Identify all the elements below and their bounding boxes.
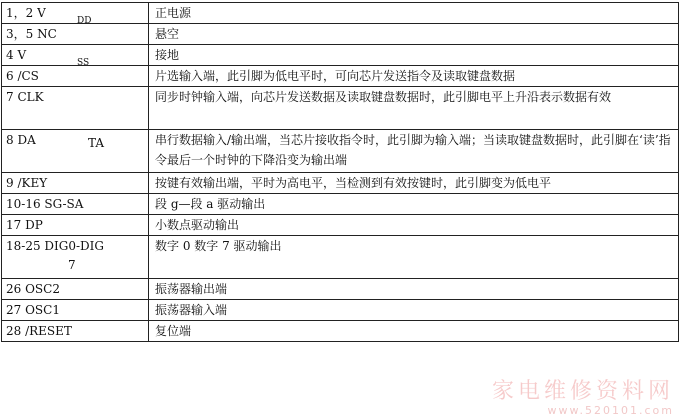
table-row xyxy=(2,3,679,24)
pin-subscript: DD xyxy=(77,16,92,24)
table-row xyxy=(2,87,679,130)
pin-cell xyxy=(2,173,149,194)
pin-cell xyxy=(2,215,149,236)
pin-label: 4 V xyxy=(6,48,27,62)
watermark-title: 家电维修资料网 xyxy=(491,379,674,404)
description-cell: 小数点驱动输出 xyxy=(149,215,679,236)
description-cell: 同步时钟输入端，向芯片发送数据及读取键盘数据时，此引脚电平上升沿表示数据有效 xyxy=(149,87,679,130)
pin-label-suffix: TA xyxy=(88,136,105,150)
watermark-url: www.520101.com xyxy=(547,404,674,417)
table-row xyxy=(2,45,679,66)
description-cell: 振荡器输出端 xyxy=(149,279,679,300)
pin-cell xyxy=(2,194,149,215)
description-cell: 段 g—段 a 驱动输出 xyxy=(149,194,679,215)
pin-label: 28 /RESET xyxy=(6,324,72,338)
pin-label: 3，5 NC xyxy=(6,27,57,41)
table-row xyxy=(2,279,679,300)
pin-cell xyxy=(2,321,149,342)
table-row xyxy=(2,24,679,45)
pin-cell xyxy=(2,24,149,45)
pin-description-table xyxy=(1,2,679,342)
pin-cell xyxy=(2,45,149,66)
pin-cell xyxy=(2,87,149,130)
pin-label: 27 OSC1 xyxy=(6,303,60,317)
pin-cell xyxy=(2,279,149,300)
pin-label: 9 /KEY xyxy=(6,176,48,190)
table-row xyxy=(2,173,679,194)
pin-cell xyxy=(2,300,149,321)
description-cell: 复位端 xyxy=(149,321,679,342)
pin-label: 17 DP xyxy=(6,218,43,232)
pin-label: 26 OSC2 xyxy=(6,282,60,296)
pin-cell xyxy=(2,66,149,87)
table-row xyxy=(2,66,679,87)
pin-label: 6 /CS xyxy=(6,69,39,83)
description-cell: 悬空 xyxy=(149,24,679,45)
description-cell: 按键有效输出端，平时为高电平，当检测到有效按键时，此引脚变为低电平 xyxy=(149,173,679,194)
pin-cell xyxy=(2,236,149,279)
site-watermark xyxy=(492,380,674,417)
pin-label: 7 CLK xyxy=(6,90,44,104)
description-cell: 串行数据输入/输出端，当芯片接收指令时，此引脚为输入端；当读取键盘数据时，此引脚在‘读’指令最后一个时钟的下降沿变为输出端 xyxy=(149,130,679,173)
table-row xyxy=(2,194,679,215)
pin-label-suffix: 7 xyxy=(68,258,76,272)
table-row xyxy=(2,130,679,173)
table-row xyxy=(2,321,679,342)
table-row xyxy=(2,300,679,321)
description-cell: 数字 0 数字 7 驱动输出 xyxy=(149,236,679,279)
description-cell: 正电源 xyxy=(149,3,679,24)
pin-label: 8 DA xyxy=(6,133,36,147)
table-row xyxy=(2,215,679,236)
pin-label: 18-25 DIG0-DIG xyxy=(6,239,104,253)
pin-subscript: SS xyxy=(77,58,90,66)
description-cell: 片选输入端，此引脚为低电平时，可向芯片发送指令及读取键盘数据 xyxy=(149,66,679,87)
table-row xyxy=(2,236,679,279)
pin-label: 10-16 SG-SA xyxy=(6,197,84,211)
pin-cell xyxy=(2,130,149,173)
pin-label: 1，2 V xyxy=(6,6,46,20)
description-cell: 接地 xyxy=(149,45,679,66)
pin-cell xyxy=(2,3,149,24)
description-cell: 振荡器输入端 xyxy=(149,300,679,321)
